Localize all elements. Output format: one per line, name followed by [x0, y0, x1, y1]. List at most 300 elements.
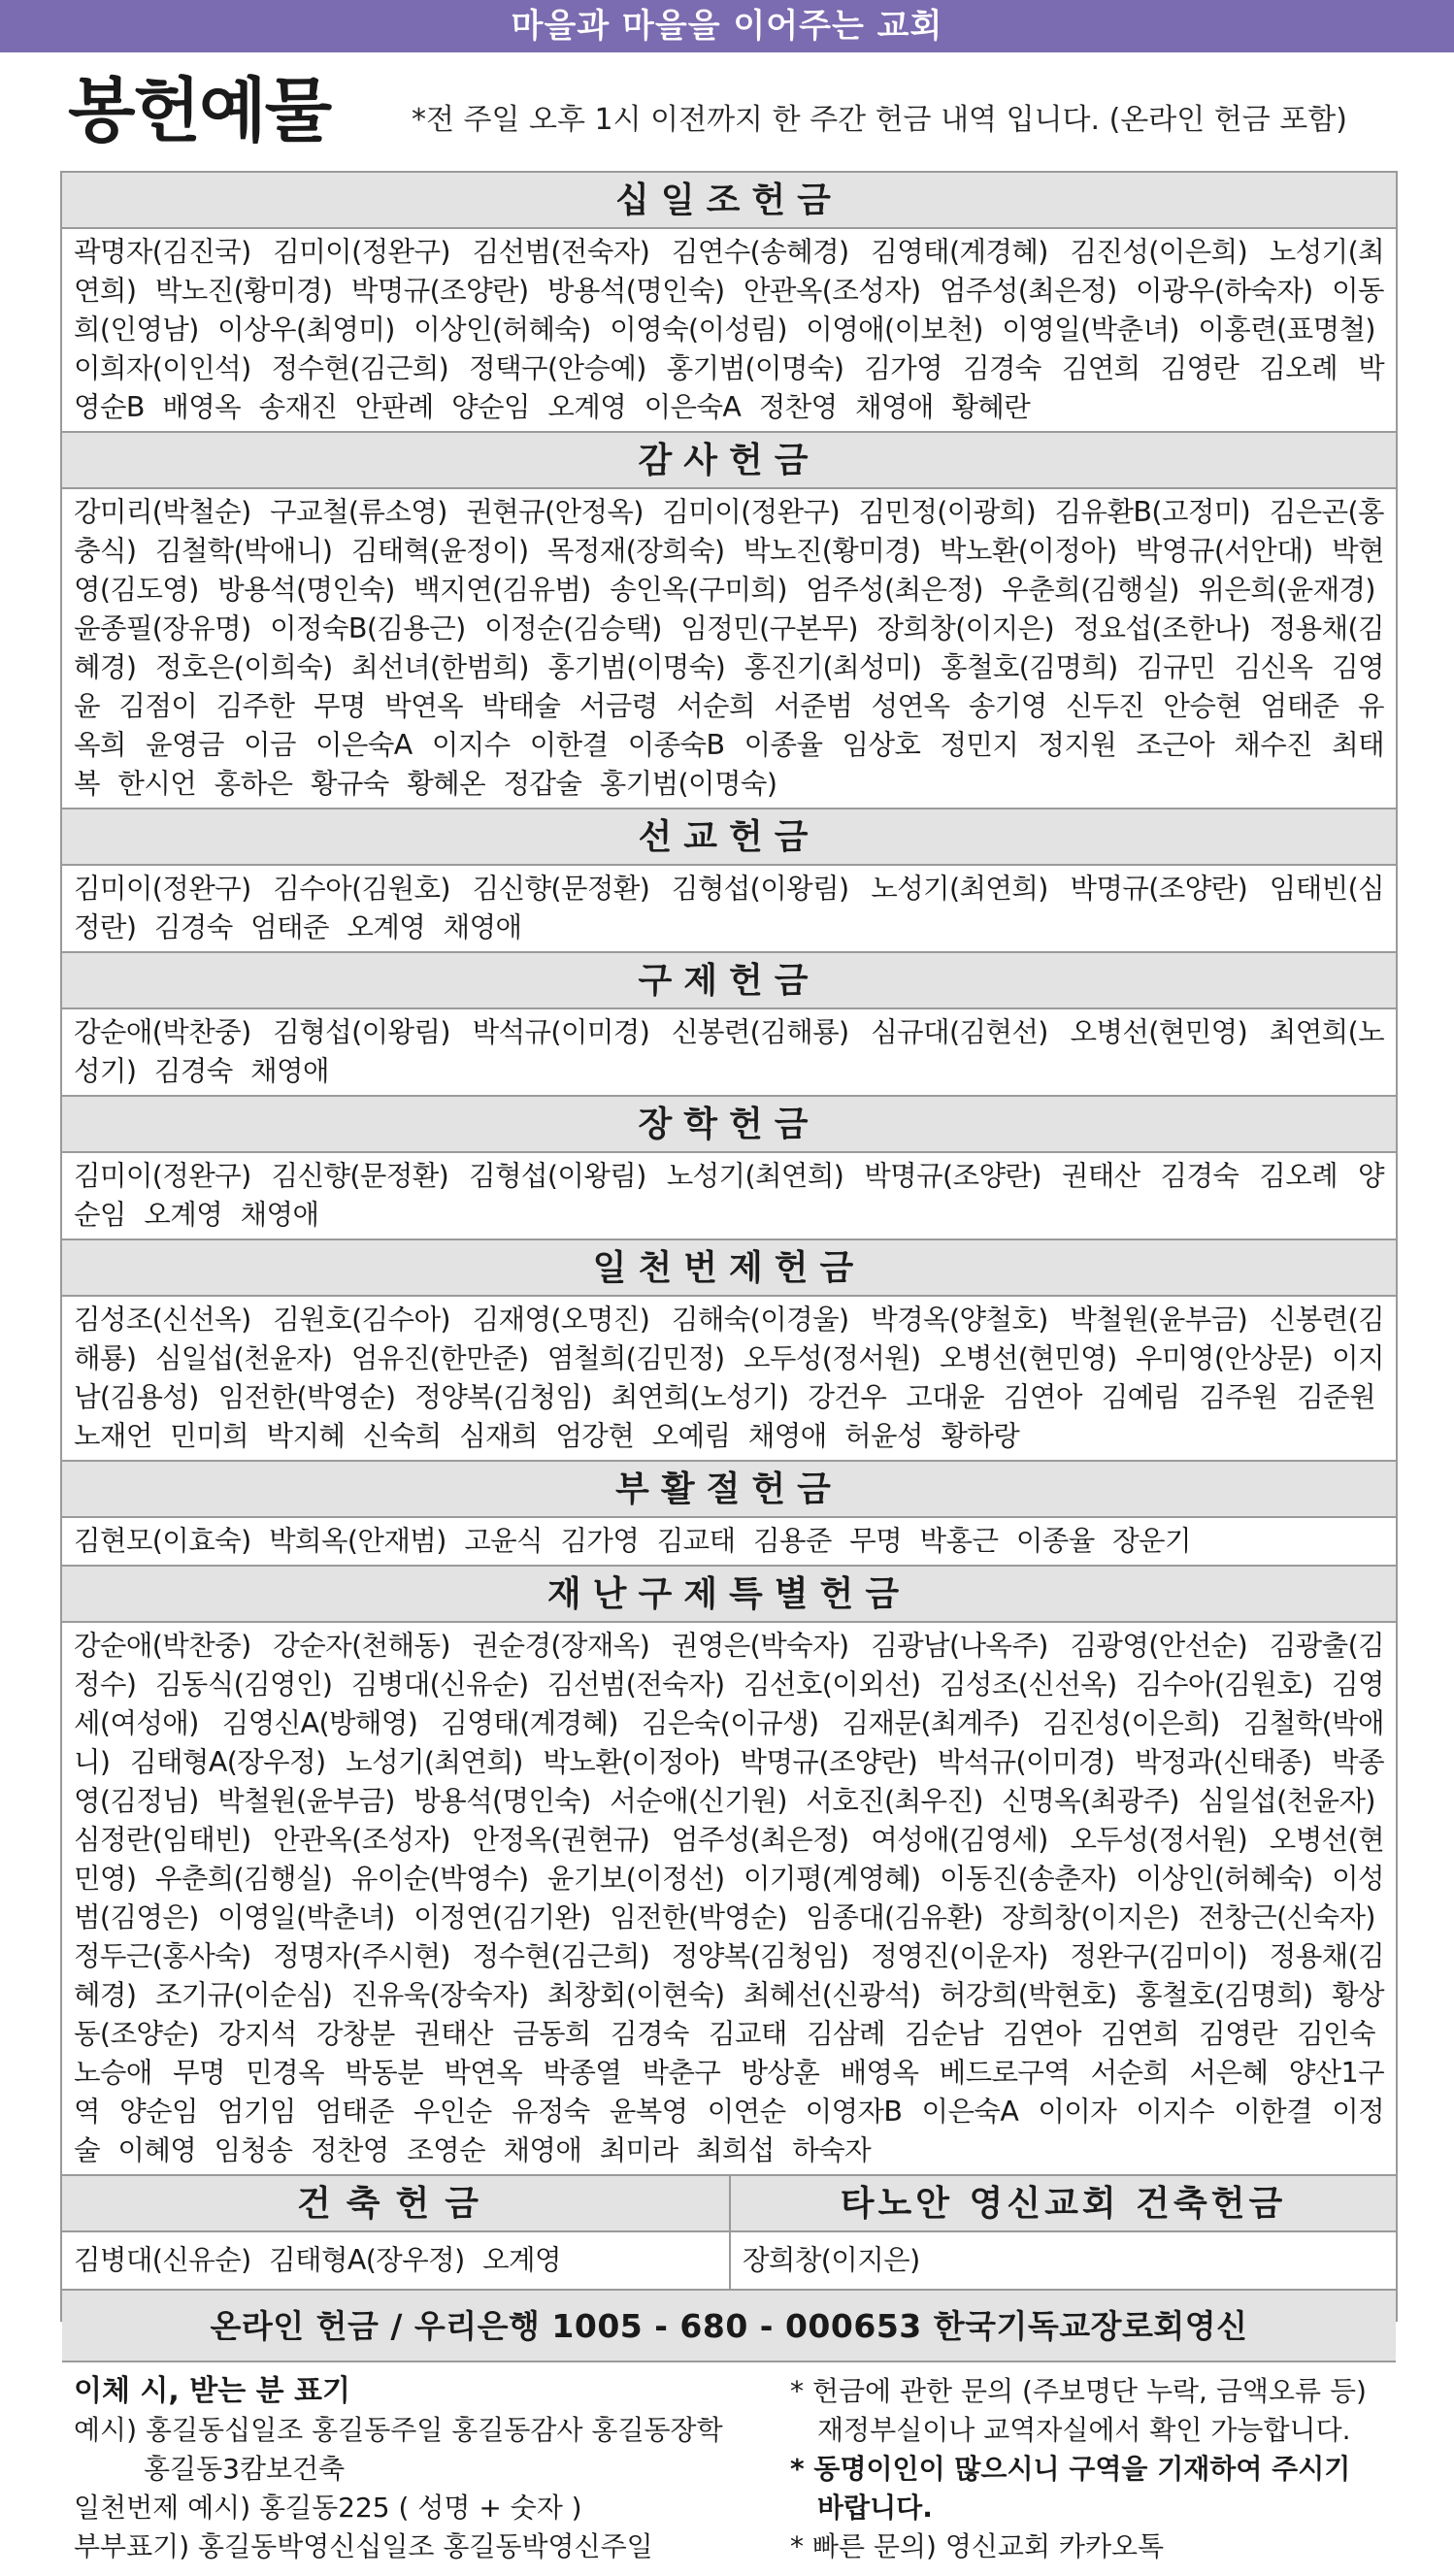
donor-name: 박노진(황미경) [154, 275, 333, 307]
donor-name: 김가영 [864, 352, 943, 384]
donor-name: 정명자(주시현) [273, 1940, 450, 1972]
section-thanks [62, 433, 1396, 809]
donor-name: 심정란(임태빈) [74, 1824, 251, 1856]
donor-name: 윤종필(장유명) [74, 612, 251, 644]
donor-name: 성연옥 [871, 690, 950, 722]
donor-name: 김동식(김영인) [154, 1668, 333, 1701]
donor-name: 엄태준 [314, 2096, 394, 2128]
donor-name: 양순임 [451, 391, 530, 423]
donor-name: 임전한(박영순) [217, 1381, 396, 1413]
donor-name: 박철원(윤부금) [1070, 1304, 1248, 1336]
donor-name: 고대윤 [906, 1381, 984, 1413]
donor-name: 허강희(박현호) [940, 1979, 1117, 2011]
donor-name: 노성기(최연희) [666, 1160, 844, 1192]
donor-name: 황상동(조양순) [74, 1979, 1384, 2050]
donor-name: 엄태준 [250, 911, 329, 943]
donor-name: 김예림 [1101, 1381, 1180, 1413]
donor-name: 이영일(박춘녀) [1002, 314, 1179, 346]
donor-name: 김용준 [752, 1525, 832, 1557]
donor-name: 김영란 [1160, 352, 1239, 384]
donor-name: 김경숙 [153, 911, 233, 943]
donor-name: 심일섭(천윤자) [1198, 1785, 1375, 1817]
section-tanoan [729, 2176, 1396, 2289]
donor-name: 오두성(정서원) [743, 1342, 921, 1374]
donor-name: 김태혁(윤정이) [350, 535, 529, 567]
donor-name: 김규민 [1137, 651, 1216, 683]
donor-name: 홍기범(이명숙) [547, 651, 726, 683]
section-mission [62, 809, 1396, 953]
donor-name: 임정민(구본무) [680, 612, 858, 644]
donor-name: 위은희(윤재경) [1198, 574, 1375, 606]
donor-name: 이상인(허혜숙) [413, 314, 591, 346]
donor-name: 권영은(박숙자) [671, 1630, 849, 1662]
donor-name: 강미리(박철순) [74, 496, 251, 528]
section-relief [62, 953, 1396, 1097]
donor-name: 박명규(조양란) [740, 1746, 918, 1778]
donor-name: 김선범(전숙자) [546, 1668, 725, 1701]
section-building [62, 2176, 729, 2289]
donor-name: 이종율 [1015, 1525, 1095, 1557]
donor-name: 방용석(명인숙) [217, 574, 395, 606]
donor-name: 무명 [313, 690, 366, 722]
guide-example: 부부표기) 홍길동박영신십일조 홍길동박영신주일 [74, 2530, 653, 2562]
donor-name: 윤복영 [609, 2096, 688, 2128]
donor-name: 김연아 [1003, 1381, 1082, 1413]
donor-name: 이이자 [1038, 2096, 1117, 2128]
guide-example: 예시) 홍길동십일조 홍길동주일 홍길동감사 홍길동장학 [74, 2414, 723, 2446]
donor-name: 엄유진(한만준) [350, 1342, 529, 1374]
donor-name: 심일섭(천윤자) [154, 1342, 333, 1374]
donor-name: 박명규(조양란) [350, 275, 529, 307]
donor-name: 김연수(송혜경) [671, 236, 849, 268]
donor-name: 권순경(장재옥) [472, 1630, 650, 1662]
section-heading: 장학헌금 [62, 1097, 1396, 1153]
section-thousandth [62, 1240, 1396, 1462]
donor-name: 신봉련(김해룡) [74, 1304, 1385, 1374]
section-scholarship [62, 1097, 1396, 1240]
donor-name: 황규숙 [310, 768, 389, 800]
donor-name: 김연희 [1101, 2018, 1179, 2050]
donor-name: 채수진 [1234, 729, 1313, 761]
donor-name: 유이순(박영수) [350, 1863, 529, 1895]
donor-name: 조근아 [1136, 729, 1215, 761]
donor-name: 조영순 [407, 2134, 485, 2166]
donor-name: 엄주성(최은정) [806, 574, 983, 606]
donor-name: 장희창(이지은) [1002, 1901, 1179, 1933]
donor-name: 최태복 [74, 729, 1385, 800]
donor-name: 김오례 [1259, 1160, 1338, 1192]
donor-name: 노성기(최연희) [346, 1746, 523, 1778]
donor-name: 우춘희(김행실) [1002, 574, 1179, 606]
donor-name: 김병대(신유순) [350, 1668, 529, 1701]
donor-name: 이연순 [707, 2096, 786, 2128]
donor-name: 금동희 [512, 2018, 591, 2050]
donor-name: 송기영 [968, 690, 1047, 722]
donor-name: 서호진(최우진) [806, 1785, 983, 1817]
donor-name: 박노환(이정아) [543, 1746, 720, 1778]
donor-name: 방상훈 [741, 2057, 820, 2089]
donor-name: 김성조(신선옥) [74, 1304, 251, 1336]
name-list [62, 1297, 1396, 1462]
donor-name: 김신향(문정환) [271, 1160, 449, 1192]
donor-name: 박태술 [481, 690, 561, 722]
donor-name: 박지혜 [266, 1420, 346, 1452]
donor-name: 이종율 [744, 729, 823, 761]
donor-name: 엄주성(최은정) [940, 275, 1117, 307]
donor-name: 엄주성(최은정) [671, 1824, 849, 1856]
inquiry-notes [790, 2372, 1384, 2566]
name-list [62, 1153, 1396, 1240]
name-list [62, 1623, 1396, 2176]
donor-name: 신봉련(김해룡) [671, 1016, 849, 1048]
donor-name: 정양복(김청임) [671, 1940, 849, 1972]
donor-name: 김형섭(이왕림) [469, 1160, 646, 1192]
donor-name: 엄기임 [217, 2096, 296, 2128]
donor-name: 정용채(김혜경) [74, 612, 1384, 683]
donor-name: 이정술 [74, 2096, 1385, 2166]
donor-name: 구교철(류소영) [270, 496, 447, 528]
donor-name: 정완구(김미이) [1070, 1940, 1248, 1972]
donor-name: 서순애(신기원) [610, 1785, 787, 1817]
donor-name: 백지연(김유범) [413, 574, 591, 606]
donor-name: 김삼례 [807, 2018, 885, 2050]
donor-name: 이은숙A [921, 2096, 1019, 2128]
donor-name: 최희섭 [696, 2134, 775, 2166]
donor-name: 김영신A(방해영) [221, 1707, 418, 1739]
donor-name: 우춘희(김행실) [154, 1863, 333, 1895]
donor-name: 김철학(박애니) [154, 535, 333, 567]
donor-name: 이정순(김승택) [484, 612, 662, 644]
donor-name: 진유욱(장숙자) [350, 1979, 529, 2011]
donor-name: 김광출(김정수) [74, 1630, 1385, 1701]
donor-name: 홍철호(김명희) [1136, 1979, 1313, 2011]
donor-name: 정두근(홍사숙) [74, 1940, 251, 1972]
donor-name: 허윤성 [844, 1420, 923, 1452]
donor-name: 김주원 [1199, 1381, 1278, 1413]
donor-name: 염철희(김민정) [546, 1342, 725, 1374]
donor-name: 김병대(신유순) [74, 2244, 251, 2276]
donor-name: 노성기(최연희) [871, 873, 1048, 905]
donor-name: 오두성(정서원) [1070, 1824, 1248, 1856]
donor-name: 김광남(나옥주) [871, 1630, 1048, 1662]
donor-name: 김연아 [1003, 2018, 1081, 2050]
donor-name: 김인숙 [1297, 2018, 1375, 2050]
donor-name: 이한결 [1234, 2096, 1313, 2128]
name-list [731, 2232, 1396, 2289]
donor-name: 서금령 [578, 690, 658, 722]
donor-name: 김재문(최계주) [842, 1707, 1020, 1739]
donor-name: 무명 [849, 1525, 903, 1557]
info-area [62, 2362, 1396, 2576]
donor-name: 정갑술 [503, 768, 582, 800]
donor-name: 김신옥 [1234, 651, 1313, 683]
donor-name: 최연희(노성기) [611, 1381, 789, 1413]
donor-name: 오병선(현민영) [74, 1824, 1385, 1895]
donor-name: 박철원(윤부금) [217, 1785, 395, 1817]
donor-name: 정양복(김청임) [414, 1381, 592, 1413]
donor-name: 강건우 [808, 1381, 887, 1413]
donor-name: 김원호(김수아) [273, 1304, 450, 1336]
donor-name: 신숙희 [362, 1420, 442, 1452]
donor-name: 윤기보(이정선) [546, 1863, 725, 1895]
donor-name: 김진성(이은희) [1042, 1707, 1220, 1739]
donor-name: 김선범(전숙자) [472, 236, 650, 268]
donor-name: 김영윤 [74, 651, 1384, 722]
donor-name: 김교태 [656, 1525, 736, 1557]
donor-name: 박영순B [74, 352, 1384, 423]
name-list [62, 489, 1396, 809]
donor-name: 김가영 [560, 1525, 640, 1557]
donor-name: 박동분 [345, 2057, 424, 2089]
donor-name: 김주한 [215, 690, 295, 722]
donor-name: 노재언 [74, 1420, 152, 1452]
donor-name: 김은숙(이규생) [641, 1707, 819, 1739]
donor-name: 민경옥 [246, 2057, 324, 2089]
donor-name: 최창회(이현숙) [546, 1979, 725, 2011]
donor-name: 양순임 [74, 1160, 1384, 1231]
donor-name: 오계영 [144, 1199, 223, 1231]
donor-name: 이홍련(표명철) [1198, 314, 1375, 346]
donor-name: 유옥희 [74, 690, 1384, 761]
section-heading: 구제헌금 [62, 953, 1396, 1009]
section-heading: 부활절헌금 [62, 1462, 1396, 1518]
donor-name: 정민지 [940, 729, 1019, 761]
donor-name: 박명규(조양란) [1070, 873, 1248, 905]
donor-name: 강창분 [316, 2018, 395, 2050]
donor-name: 김유환B(고정미) [1054, 496, 1251, 528]
section-easter [62, 1462, 1396, 1567]
donor-name: 박석규(이미경) [472, 1016, 650, 1048]
donor-name: 윤영금 [146, 729, 224, 761]
guide-example: 일천번제 예시) 홍길동225 ( 성명 + 숫자 ) [74, 2492, 582, 2524]
top-banner: 마을과 마을을 이어주는 교회 [0, 0, 1454, 52]
donor-name: 서은혜 [1189, 2057, 1269, 2089]
donor-name: 노승애 [74, 2057, 152, 2089]
donor-name: 민미희 [170, 1420, 249, 1452]
donor-name: 이영애(이보천) [806, 314, 983, 346]
donor-name: 장희창(이지은) [876, 612, 1055, 644]
donor-name: 홍철호(김명희) [941, 651, 1118, 683]
donor-name: 이영숙(이성림) [610, 314, 787, 346]
donor-name: 서순희 [677, 690, 755, 722]
donor-name: 하숙자 [792, 2134, 872, 2166]
donor-name: 홍기범(이명숙) [599, 768, 777, 800]
donor-name: 김신향(문정환) [472, 873, 650, 905]
section-tithe [62, 173, 1396, 433]
donor-name: 김선호(이외선) [743, 1668, 921, 1701]
donor-name: 임청송 [214, 2134, 293, 2166]
donor-name: 노성기(최연희) [74, 236, 1385, 307]
guide-lead: 이체 시, 받는 분 표기 [74, 2374, 351, 2408]
donor-name: 최연희(노성기) [74, 1016, 1385, 1087]
donor-name: 김영세(여성애) [74, 1668, 1384, 1739]
donor-name: 박연옥 [384, 690, 464, 722]
donor-name: 박종열 [543, 2057, 622, 2089]
donor-name: 김미이(정완구) [74, 1160, 251, 1192]
donor-name: 이은숙A [644, 391, 742, 423]
donor-name: 강순애(박찬중) [74, 1016, 251, 1048]
donor-name: 박정과(신태종) [1134, 1746, 1312, 1778]
donor-name: 정택구(안승예) [469, 352, 646, 384]
donor-name: 채영애 [855, 391, 934, 423]
donor-name: 황혜란 [951, 391, 1031, 423]
donor-name: 김순남 [905, 2018, 983, 2050]
section-heading: 타노안 영신교회 건축헌금 [731, 2176, 1396, 2232]
donor-name: 양순임 [119, 2096, 198, 2128]
donor-name: 서순희 [1090, 2057, 1170, 2089]
title-row [62, 62, 1402, 159]
donor-name: 이동희(인영남) [74, 275, 1384, 346]
donor-name: 엄강현 [555, 1420, 635, 1452]
donor-name: 김태형A(장우정) [269, 2244, 465, 2276]
donor-name: 정용채(김혜경) [74, 1940, 1385, 2011]
donor-name: 이종숙B [627, 729, 725, 761]
donor-name: 최혜선(신광석) [743, 1979, 921, 2011]
donor-name: 이기평(계영혜) [743, 1863, 921, 1895]
donor-name: 김점이 [118, 690, 198, 722]
donor-name: 박현영(김도영) [74, 535, 1384, 606]
donor-name: 홍진기(최성미) [744, 651, 922, 683]
donor-name: 김미이(정완구) [273, 236, 450, 268]
donor-name: 임전한(박영순) [610, 1901, 787, 1933]
donor-name: 양산1구역 [74, 2057, 1385, 2128]
donor-name: 배영옥 [840, 2057, 919, 2089]
donor-name: 권태산 [1061, 1160, 1140, 1192]
donor-name: 이정연(김기완) [413, 1901, 591, 1933]
donor-name: 김교태 [709, 2018, 787, 2050]
donor-name: 박영규(서안대) [1136, 535, 1313, 567]
donor-name: 황하랑 [941, 1420, 1020, 1452]
donor-name: 이영자B [805, 2096, 903, 2128]
donor-name: 우미영(안상문) [1136, 1342, 1313, 1374]
donor-name: 임상호 [842, 729, 921, 761]
donor-name: 이혜영 [117, 2134, 197, 2166]
section-heading: 감사헌금 [62, 433, 1396, 489]
donor-name: 김해숙(이경울) [671, 1304, 849, 1336]
donor-name: 이한결 [529, 729, 609, 761]
donor-name: 박희옥(안재범) [269, 1525, 446, 1557]
donor-name: 무명 [173, 2057, 225, 2089]
donor-name: 정찬영 [758, 391, 838, 423]
donor-name: 오병선(현민영) [1070, 1016, 1248, 1048]
section-heading: 건축헌금 [62, 2176, 729, 2232]
note-item: * 동명이인이 많으시니 구역을 기재하여 주시기 바랍니다. [790, 2453, 1351, 2524]
section-heading: 선교헌금 [62, 809, 1396, 866]
donor-name: 강순자(천해동) [273, 1630, 450, 1662]
donor-name: 안관옥(조성자) [743, 275, 921, 307]
donor-name: 신두진 [1066, 690, 1144, 722]
donor-name: 송재진 [258, 391, 338, 423]
donor-name: 박노진(황미경) [743, 535, 921, 567]
donor-name: 박경옥(양철호) [871, 1304, 1048, 1336]
donor-name: 박노환(이정아) [940, 535, 1117, 567]
donor-name: 김형섭(이왕림) [671, 873, 849, 905]
donor-name: 채영애 [250, 1055, 329, 1087]
donor-name: 김현모(이효숙) [74, 1525, 251, 1557]
note-item: * 빠른 문의) 영신교회 카카오톡 [790, 2530, 1165, 2562]
donor-name: 홍기범(이명숙) [666, 352, 844, 384]
section-disaster [62, 1567, 1396, 2176]
donor-name: 김영태(계경혜) [871, 236, 1048, 268]
building-row [62, 2176, 1396, 2291]
donor-name: 임종대(김유환) [806, 1901, 983, 1933]
donor-name: 베드로구역 [939, 2057, 1071, 2089]
donor-name: 박홍근 [919, 1525, 999, 1557]
donor-name: 이지남(김용성) [74, 1342, 1384, 1413]
donor-name: 조기규(이순심) [154, 1979, 333, 2011]
transfer-guide [74, 2372, 790, 2566]
donor-name: 오계영 [482, 2244, 561, 2276]
donor-name: 홍하은 [214, 768, 293, 800]
section-heading: 재난구제특별헌금 [62, 1567, 1396, 1623]
donor-name: 안승현 [1163, 690, 1242, 722]
donor-name: 김경숙 [1160, 1160, 1239, 1192]
donor-name: 정수현(김근희) [472, 1940, 650, 1972]
donor-name: 정지원 [1038, 729, 1117, 761]
donor-name: 정호은(이희숙) [155, 651, 333, 683]
donor-name: 권태산 [414, 2018, 493, 2050]
name-list [62, 1009, 1396, 1097]
donor-name: 최선녀(한범희) [351, 651, 529, 683]
donor-name: 배영옥 [162, 391, 242, 423]
donor-name: 오계영 [347, 911, 426, 943]
donor-name: 심재희 [459, 1420, 538, 1452]
donor-name: 정영진(이운자) [871, 1940, 1048, 1972]
donor-name: 여성애(김영세) [871, 1824, 1048, 1856]
donor-name: 김광영(안선순) [1070, 1630, 1248, 1662]
donor-name: 오계영 [547, 391, 627, 423]
donor-name: 장희창(이지은) [743, 2244, 920, 2276]
donor-name: 박석규(이미경) [937, 1746, 1115, 1778]
donor-name: 목정재(장희숙) [546, 535, 725, 567]
donor-name: 곽명자(김진국) [74, 236, 251, 268]
donor-name: 김수아(김원호) [273, 873, 450, 905]
donor-name: 김경숙 [611, 2018, 689, 2050]
donor-name: 김진성(이은희) [1070, 236, 1248, 268]
donor-name: 김경숙 [153, 1055, 233, 1087]
donor-name: 김준원 [1297, 1381, 1375, 1413]
donor-name: 안판례 [354, 391, 434, 423]
donor-name: 김미이(정완구) [662, 496, 840, 528]
name-list [62, 866, 1396, 953]
donor-name: 최미라 [599, 2134, 678, 2166]
donor-name: 이성범(김영은) [74, 1863, 1384, 1933]
donor-name: 이상우(최영미) [217, 314, 395, 346]
name-list [62, 1518, 1396, 1567]
donor-name: 이정숙B(김용근) [270, 612, 466, 644]
donor-name: 방용석(명인숙) [413, 1785, 591, 1817]
donor-name: 엄태준 [1260, 690, 1339, 722]
donor-name: 이은숙A [314, 729, 413, 761]
donor-name: 신명옥(최광주) [1002, 1785, 1179, 1817]
donor-name: 박춘구 [642, 2057, 721, 2089]
donor-name: 정수현(김근희) [271, 352, 449, 384]
donor-name: 전창근(신숙자) [1198, 1901, 1375, 1933]
donor-name: 김영란 [1199, 2018, 1277, 2050]
donor-name: 심규대(김현선) [871, 1016, 1048, 1048]
donor-name: 김재영(오명진) [472, 1304, 650, 1336]
online-account: 온라인 헌금 / 우리은행 1005 - 680 - 000653 한국기독교장로회영신 [62, 2291, 1396, 2362]
guide-example: 홍길동3캄보건축 [144, 2453, 346, 2485]
donor-name: 이동진(송춘자) [940, 1863, 1117, 1895]
donor-name: 김수아(김원호) [1136, 1668, 1313, 1701]
donor-name: 이금 [243, 729, 296, 761]
section-heading: 일천번제헌금 [62, 1240, 1396, 1297]
donor-name: 한시언 [117, 768, 197, 800]
donor-name: 안관옥(조성자) [273, 1824, 450, 1856]
donor-name: 권현규(안정옥) [466, 496, 644, 528]
donor-name: 서준범 [774, 690, 853, 722]
